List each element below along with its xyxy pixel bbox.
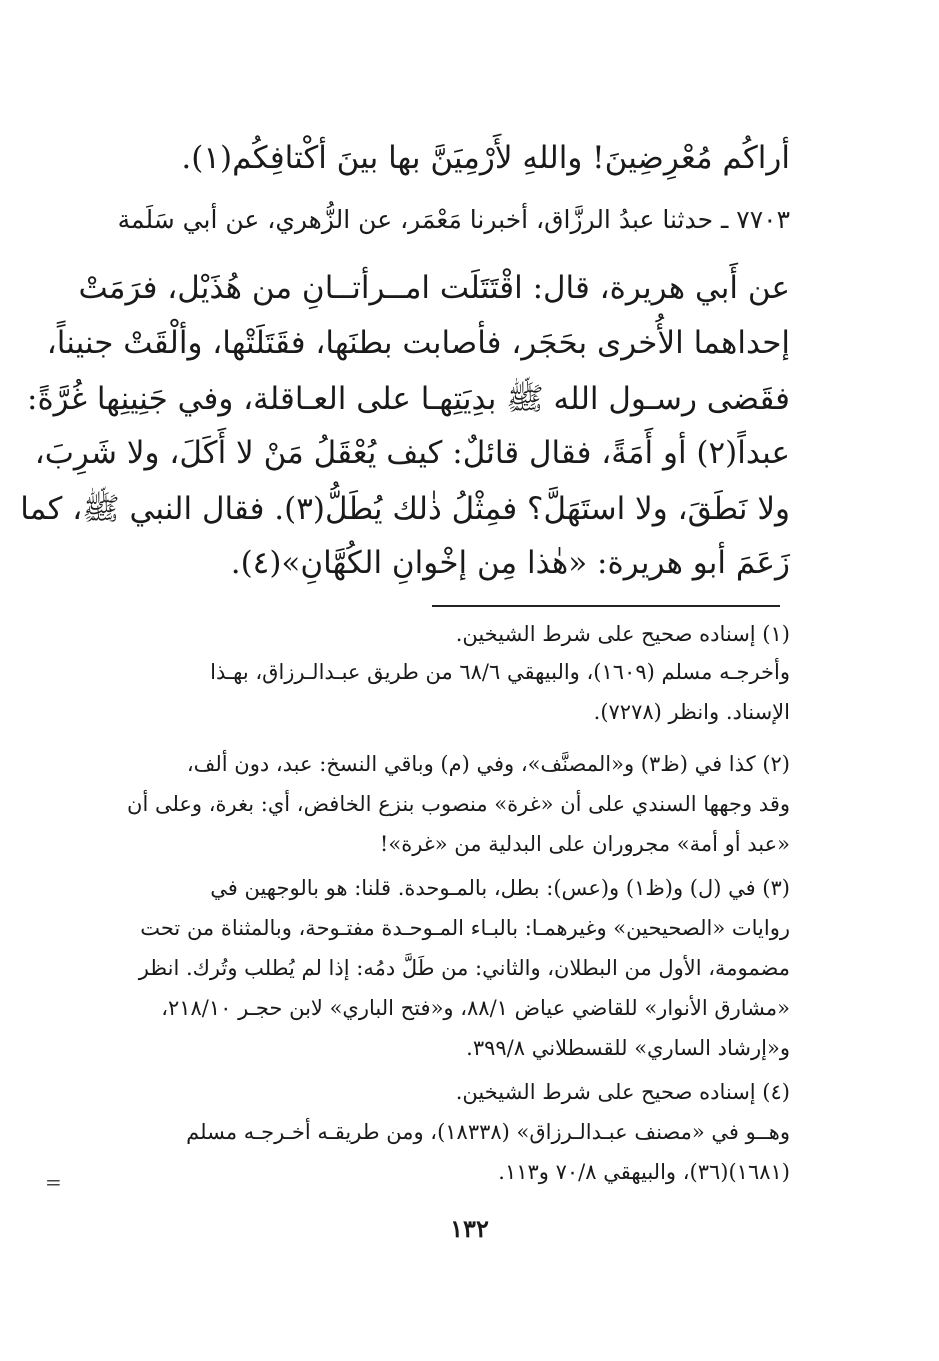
footnote-2-line-3: «عبد أو أمة» مجروران على البدلية من «غرة»! bbox=[379, 832, 790, 856]
main-text-line-5: فقَضى رسـول الله ﷺ بدِيَتِهـا على العـاقلة، وفي جَنِينِها غُرَّةً: bbox=[27, 381, 790, 417]
footnote-4-line-3: (١٦٨١)(٣٦)، والبيهقي ٧٠/٨ و١١٣. bbox=[498, 1160, 790, 1184]
footnote-separator bbox=[432, 605, 780, 607]
footnote-3-line-2: روايات «الصحيحين» وغيرهمـا: بالبـاء المـوحـدة مفتـوحة، وبالمثناة من تحت bbox=[140, 916, 790, 940]
footnote-1-line-1: (١) إسناده صحيح على شرط الشيخين. bbox=[455, 622, 790, 646]
footnote-4-line-1: (٤) إسناده صحيح على شرط الشيخين. bbox=[455, 1080, 790, 1104]
footnote-2-line-1: (٢) كذا في (ظ٣) و«المصنَّف»، وفي (م) وباقي النسخ: عبد، دون ألف، bbox=[186, 752, 790, 776]
main-text-line-3: عن أَبي هريرة، قال: اقْتَتَلَت امــرأتــانِ من هُذَيْل، فرَمَتْ bbox=[78, 270, 790, 306]
hadith-isnad-line: ٧٧٠٣ ـ حدثنا عبدُ الرزَّاق، أخبرنا مَعْمَر، عن الزُّهري، عن أبي سَلَمة bbox=[117, 205, 790, 234]
main-text-line-8: زَعَمَ أبو هريرة: «هٰذا مِن إخْوانِ الكُهَّانِ»(٤). bbox=[230, 545, 790, 581]
footnote-4-line-2: وهــو في «مصنف عبـدالـرزاق» (١٨٣٣٨)، ومن طريقـه أخـرجـه مسلم bbox=[186, 1120, 790, 1144]
footnote-2-line-2: وقد وجهها السندي على أن «غرة» منصوب بنزع الخافض، أي: بغرة، وعلى أن bbox=[127, 792, 790, 816]
main-text-line-6: عبداً(٢) أو أَمَةً، فقال قائلٌ: كيف يُعْقَلُ مَنْ لا أَكَلَ، ولا شَرِبَ، bbox=[34, 435, 790, 471]
main-text-line-1: أراكُم مُعْرِضِينَ! واللهِ لأَرْمِيَنَّ بها بينَ أكْتافِكُم(١). bbox=[181, 140, 790, 176]
footnote-1-line-2: وأخرجـه مسلم (١٦٠٩)، والبيهقي ٦٨/٦ من طريق عبـدالـرزاق، بهـذا bbox=[210, 660, 790, 684]
footnote-3-line-4: «مشارق الأنوار» للقاضي عياض ٨٨/١، و«فتح الباري» لابن حجـر ٢١٨/١٠، bbox=[161, 996, 790, 1020]
main-text-line-7: ولا نَطَقَ، ولا استَهَلَّ؟ فمِثْلُ ذٰلك يُطَلُّ(٣). فقال النبي ﷺ، كما bbox=[20, 491, 790, 527]
margin-mark: = bbox=[45, 1170, 62, 1194]
footnote-3-line-3: مضمومة، الأول من البطلان، والثاني: من طَلَّ دمُه: إذا لم يُطلب وتُرك. انظر bbox=[138, 956, 790, 980]
page-number: ١٣٢ bbox=[450, 1214, 489, 1243]
footnote-3-line-1: (٣) في (ل) و(ظ١) و(عس): بطل، بالمـوحدة. قلنا: هو بالوجهين في bbox=[210, 876, 790, 900]
main-text-line-4: إحداهما الأُخرى بحَجَر، فأصابت بطنَها، فقَتَلَتْها، وألْقَتْ جنيناً، bbox=[46, 325, 790, 361]
footnote-1-line-3: الإسناد. وانظر (٧٢٧٨). bbox=[593, 700, 790, 724]
footnote-3-line-5: و«إرشاد الساري» للقسطلاني ٣٩٩/٨. bbox=[466, 1036, 790, 1060]
